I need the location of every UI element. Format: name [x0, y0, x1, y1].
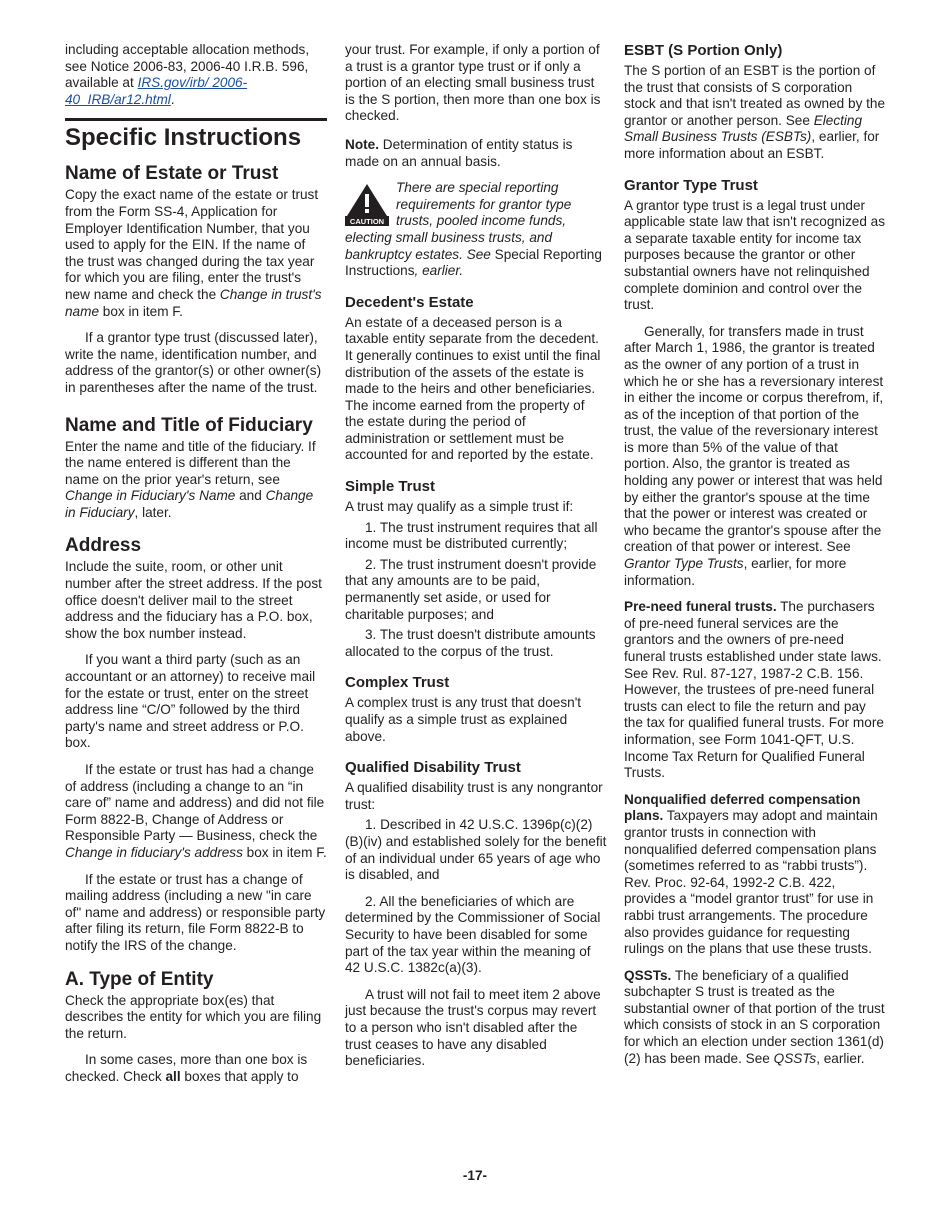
irb-link[interactable]: IRS.gov/irb/ 2006-40_IRB/ar12.html	[65, 75, 248, 107]
address-paragraph-2: If you want a third party (such as an accountant or an attorney) to receive mail for the estate or trust, enter on the street address line “C/O” followed by the third party's name and street address or P.O. box.	[65, 652, 316, 751]
name-of-estate-heading: Name of Estate or Trust	[65, 163, 279, 185]
intro-paragraph: including acceptable allocation methods, see Notice 2006-83, 2006-40 I.R.B. 596, available at IRS.gov/irb/ 2006-40_IRB/ar12.html.	[65, 42, 310, 107]
nonqualified-deferred-paragraph: Nonqualified deferred compensation plans. Taxpayers may adopt and maintain grantor trusts in connection with nonqualified deferred compensation plans (sometimes referred to as “rabbi trusts”). Rev. Proc. 92-64, 1992-2 C.B. 422, provides a “model grantor trust” for use in rabbi trust arrangements. The procedure also provides guidance for requesting rulings on the plans that use these trusts.	[624, 791, 878, 957]
qdt-paragraph-3: A trust will not fail to meet item 2 above just because the trust's corpus may revert to a person who isn't disabled after the trust ceases to have any disabled beneficiaries.	[345, 986, 601, 1069]
simple-item-2: 2. The trust instrument doesn't provide that any amounts are to be paid, permanently set aside, or used for charitable purposes; and	[345, 556, 597, 622]
column-1	[65, 42, 327, 1096]
decedents-estate-heading: Decedent's Estate	[345, 293, 474, 311]
esbt-paragraph: The S portion of an ESBT is the portion of the trust that consists of S corporation stock and that isn't treated as owned by the grantor or another person. See Electing Small Business Trusts (ESBTs), earlier, for more information about an ESBT.	[624, 63, 886, 161]
qualified-disability-trust-heading: Qualified Disability Trust	[345, 759, 521, 777]
grantor-paragraph-2: Generally, for transfers made in trust after March 1, 1986, the grantor is treated as the owner of any portion of a trust in which he or she has a reversionary interest in either the income or corpus therefrom, if, as of the inception of that portion of the trust, the value of the reversionary interest is more than 5% of the value of that portion. Also, the grantor is treated as holding any power or interest that was held by either the grantor's spouse at the time that the power or interest was created or who became the grantor's spouse after the creation of that power or interest. See Grantor Type Trusts, earlier, for more information.	[624, 323, 884, 588]
decedent-paragraph: An estate of a deceased person is a taxable entity separate from the decedent. It generally continues to exist until the final distribution of the assets of the estate is made to the heirs and other beneficiaries. The income earned from the property of the estate during the period of administration or settlement must be accounted for and reported by the estate.	[345, 314, 601, 463]
entity-paragraph-1: Check the appropriate box(es) that describes the entity for which you are filing the return.	[65, 992, 322, 1041]
address-paragraph-3: If the estate or trust has had a change of address (including a change to an “in care of” name and address) and did not file Form 8822-B, Change of Address or Responsible Party — Business, check the Change in fiduciary's address box in item F.	[65, 762, 327, 860]
address-paragraph-4: If the estate or trust has a change of mailing address (including a new "in care of" name and address) or responsible party after filing its return, file Form 8822-B to notify the IRS of the change.	[65, 871, 326, 953]
simple-intro: A trust may qualify as a simple trust if:	[345, 499, 574, 515]
entity-continued-paragraph: your trust. For example, if only a portion of a trust is a grantor type trust or if only a portion of an electing small business trust is the S portion, then more than one box is checked.	[345, 42, 601, 124]
entity-paragraph-2: In some cases, more than one box is checked. Check all boxes that apply to	[65, 1052, 308, 1084]
grantor-type-trust-heading: Grantor Type Trust	[624, 176, 758, 194]
caution-label: CAUTION	[349, 217, 385, 227]
address-heading: Address	[65, 535, 142, 557]
address-paragraph-1: Include the suite, room, or other unit number after the street address. If the post office doesn't deliver mail to the street address and the fiduciary has a P.O. box, show the box number instead.	[65, 559, 322, 641]
note-paragraph: Note. Determination of entity status is made on an annual basis.	[345, 136, 573, 169]
caution-icon	[345, 182, 389, 226]
name-title-fiduciary-heading: Name and Title of Fiduciary	[65, 414, 313, 436]
caution-text: There are special reporting requirements for grantor type trusts, pooled income funds, electing small business trusts, and bankruptcy estates. See Special Reporting Instructions, earlier.	[345, 180, 602, 279]
name-paragraph-1: Copy the exact name of the estate or trust from the Form SS-4, Application for Employer Identification Number, that you used to apply for the EIN. If the name of the trust was changed during the tax year for which you are filing, enter the trust's new name and check the Change in trust's name box in item F.	[65, 187, 322, 319]
simple-trust-heading: Simple Trust	[345, 478, 436, 496]
complex-trust-heading: Complex Trust	[345, 674, 450, 692]
complex-paragraph: A complex trust is any trust that doesn't qualify as a simple trust as explained above.	[345, 695, 582, 744]
page-number: -17-	[462, 1168, 488, 1183]
fiduciary-paragraph: Enter the name and title of the fiduciary. If the name entered is different than the name on the prior year's return, see Change in Fiduciary's Name and Change in Fiduciary, later.	[65, 438, 316, 520]
type-of-entity-heading: A. Type of Entity	[65, 968, 214, 990]
simple-item-3: 3. The trust doesn't distribute amounts allocated to the corpus of the trust.	[345, 627, 596, 659]
caution-box	[345, 180, 607, 280]
pre-need-funeral-paragraph: Pre-need funeral trusts. The purchasers of pre-need funeral services are the grantors and the owners of pre-need funeral trusts established under state laws. See Rev. Rul. 87-127, 1987-2 C.B. 156. However, the trustees of pre-need funeral trusts can elect to file the return and pay the tax for qualified funeral trusts. For more information, see Form 1041-QFT, U.S. Income Tax Return for Qualified Funeral Trusts.	[624, 599, 884, 781]
column-3	[624, 42, 886, 1077]
name-paragraph-2: If a grantor type trust (discussed later), write the name, identification number, and address of the grantor(s) or other owner(s) in parentheses after the name of the trust.	[65, 330, 322, 395]
qdt-intro: A qualified disability trust is any nongrantor trust:	[345, 780, 603, 812]
qdt-item-1: 1. Described in 42 U.S.C. 1396p(c)(2)(B)(iv) and established solely for the benefit of an individual under 65 years of age who is disabled, and	[345, 817, 607, 883]
column-2	[345, 42, 607, 1080]
qssts-paragraph: QSSTs. The beneficiary of a qualified subchapter S trust is treated as the substantial owner of that portion of the trust which consists of stock in an S corporation for which an election under section 1361(d)(2) has been made. See QSSTs, earlier.	[624, 967, 885, 1066]
specific-instructions-heading: Specific Instructions	[65, 118, 327, 152]
esbt-heading: ESBT (S Portion Only)	[624, 42, 783, 59]
simple-item-1: 1. The trust instrument requires that all income must be distributed currently;	[345, 519, 598, 552]
qdt-item-2: 2. All the beneficiaries of which are determined by the Commissioner of Social Security to have been disabled for some part of the tax year within the meaning of 42 U.S.C. 1382c(a)(3).	[345, 893, 601, 976]
grantor-paragraph-1: A grantor type trust is a legal trust under applicable state law that isn't recognized as a separate taxable entity for income tax purposes because the grantor or other substantial owners have not relinquished complete dominion and control over the trust.	[624, 197, 886, 313]
